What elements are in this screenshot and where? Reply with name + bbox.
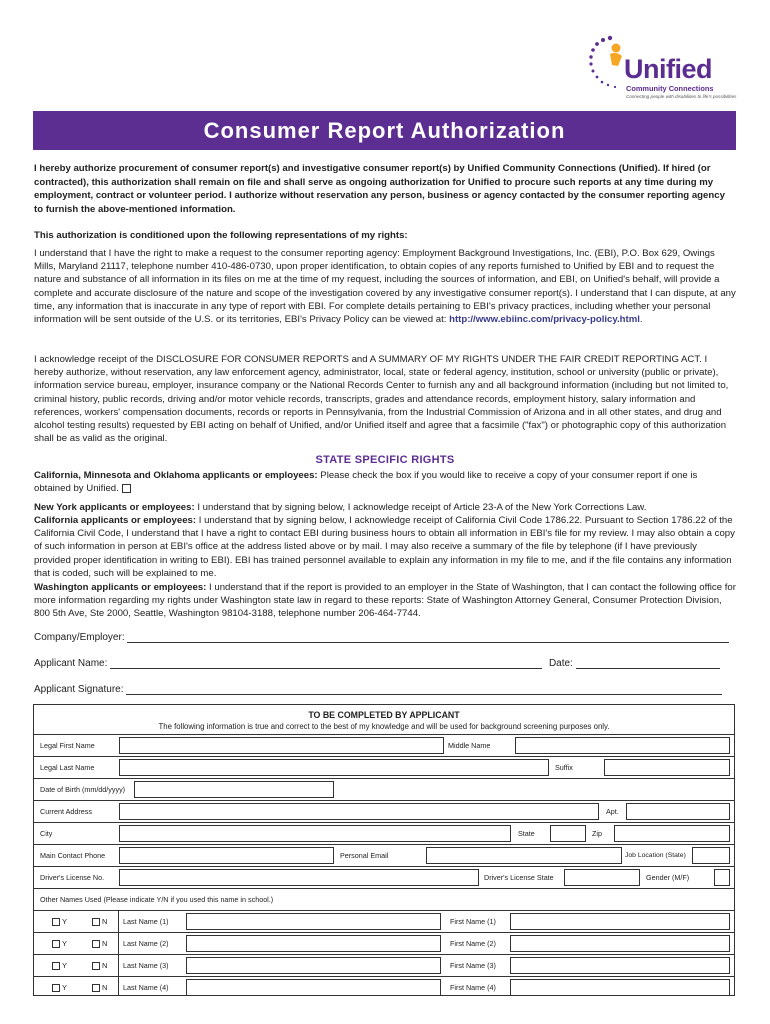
rights-paragraph bbox=[34, 247, 736, 326]
acknowledgement-paragraph: I acknowledge receipt of the DISCLOSURE FOR CONSUMER REPORTS and A SUMMARY OF MY RIGHTS UNDER THE FAIR CREDIT REPORTING ACT. I hereby authorize, without reservation, any law enforcement agency, administrator, local, state or federal agency, institution, school or university (public or private), information service bureau, employer, insurance company or the National Records Center to furnish any and all background information (including but not limited to, criminal history, public records, driving and/or motor vehicle records, transcripts, grades and attendance records, employment history, salary information and references, workers' compensation documents, records or reports in Pennsylvania, from the Industrial Commission of Arizona and in all other states, and drug and alcohol testing results) requested by EBI acting on behalf of Unified, and/or Unified itself and agree that a facsimile ("fax") or photographic copy of this authorization shall be as valid as the original. bbox=[34, 354, 729, 445]
last-name-row bbox=[34, 756, 734, 778]
divider bbox=[118, 977, 119, 996]
ca-paragraph bbox=[34, 514, 736, 580]
other-name-2-no-checkbox[interactable] bbox=[92, 940, 100, 948]
other-name-row bbox=[34, 976, 734, 996]
other-name-2-yes-checkbox[interactable] bbox=[52, 940, 60, 948]
privacy-policy-link[interactable]: http://www.ebiinc.com/privacy-policy.html bbox=[449, 314, 640, 326]
dob-row bbox=[34, 778, 734, 800]
ca-mn-ok-label: California, Minnesota and Oklahoma applicants or employees: bbox=[34, 470, 318, 481]
first-name-label: First Name (4) bbox=[450, 983, 496, 992]
date-label: Date: bbox=[548, 658, 573, 669]
no-label: N bbox=[102, 939, 108, 948]
rights-text: I understand that I have the right to make a request to the consumer reporting agency: Employment Background Investigations, Inc. (EBI), P.O. Box 629, Owings Mills, Maryland 21117, telephone number 410-486-0730, upon proper identification, to obtain copies of any reports furnished to Unified by EBI and to request the nature and substance of all information in its files on me at the time of my request, including the sources of information, and EBI, on Unified's behalf, will provide a complete and accurate disclosure of the nature and scope of the investigation covered by any investigative consumer report(s). I understand that I can dispute, at any time, any information that is inaccurate in any type of report with EBI. For complete details pertaining to EBI's privacy practices, including whether your personal information will be sent outside of the U.S. or its territories, EBI's Privacy Policy can be viewed at: bbox=[34, 248, 736, 326]
first-name-label: First Name (1) bbox=[450, 917, 496, 926]
city-label: City bbox=[40, 829, 53, 838]
first-name-label: First Name (3) bbox=[450, 961, 496, 970]
other-name-row bbox=[34, 954, 734, 976]
form-subtitle: The following information is true and correct to the best of my knowledge and will be used for background screening purposes only. bbox=[158, 722, 610, 731]
dob-input[interactable] bbox=[134, 781, 334, 798]
address-row bbox=[34, 800, 734, 822]
other-name-1-no-checkbox[interactable] bbox=[92, 918, 100, 926]
ny-text: I understand that by signing below, I acknowledge receipt of Article 23-A of the New York Corrections Law. bbox=[194, 502, 647, 513]
other-name-row bbox=[34, 910, 734, 932]
other-last-name-3-input[interactable] bbox=[186, 957, 441, 974]
other-last-name-4-input[interactable] bbox=[186, 979, 441, 996]
middle-name-label: Middle Name bbox=[448, 741, 491, 750]
other-name-1-yes-checkbox[interactable] bbox=[52, 918, 60, 926]
last-name-label: Last Name (2) bbox=[123, 939, 169, 948]
other-name-3-no-checkbox[interactable] bbox=[92, 962, 100, 970]
city-input[interactable] bbox=[119, 825, 511, 842]
apt-input[interactable] bbox=[626, 803, 730, 820]
form-title: TO BE COMPLETED BY APPLICANT bbox=[308, 710, 460, 720]
applicant-name-label: Applicant Name: bbox=[34, 658, 108, 669]
logo-wordmark: Unified bbox=[624, 54, 712, 84]
other-name-4-yes-checkbox[interactable] bbox=[52, 984, 60, 992]
other-names-heading-row bbox=[34, 888, 734, 910]
main-phone-input[interactable] bbox=[119, 847, 334, 864]
job-location-label: Job Location (State) bbox=[625, 852, 686, 859]
other-name-4-no-checkbox[interactable] bbox=[92, 984, 100, 992]
ca-mn-ok-text: Please check the box if you would like to receive a copy of your consumer report if one is obtained by Unified. bbox=[34, 470, 698, 495]
signature-input[interactable] bbox=[126, 684, 722, 695]
first-name-label: First Name (2) bbox=[450, 939, 496, 948]
city-row bbox=[34, 822, 734, 844]
name-row bbox=[34, 734, 734, 756]
company-row bbox=[34, 632, 734, 646]
state-specific-heading: STATE SPECIFIC RIGHTS bbox=[315, 454, 455, 466]
applicant-name-input[interactable] bbox=[110, 658, 542, 669]
date-input[interactable] bbox=[576, 658, 720, 669]
zip-label: Zip bbox=[592, 829, 602, 838]
unified-logo bbox=[588, 32, 748, 104]
other-name-row bbox=[34, 932, 734, 954]
legal-first-name-input[interactable] bbox=[119, 737, 444, 754]
other-name-3-yes-checkbox[interactable] bbox=[52, 962, 60, 970]
other-first-name-4-input[interactable] bbox=[510, 979, 730, 996]
applicant-name-row bbox=[34, 658, 734, 672]
state-label: State bbox=[518, 829, 535, 838]
other-first-name-2-input[interactable] bbox=[510, 935, 730, 952]
company-input[interactable] bbox=[127, 632, 729, 643]
signature-row bbox=[34, 684, 734, 698]
divider bbox=[118, 911, 119, 932]
no-label: N bbox=[102, 983, 108, 992]
wa-paragraph bbox=[34, 581, 736, 621]
legal-last-name-input[interactable] bbox=[119, 759, 549, 776]
other-last-name-2-input[interactable] bbox=[186, 935, 441, 952]
logo-tagline: Connecting people with disabilities to life's possibilities bbox=[626, 94, 737, 99]
last-name-label: Last Name (1) bbox=[123, 917, 169, 926]
other-names-label: Other Names Used (Please indicate Y/N if you used this name in school.) bbox=[40, 895, 274, 904]
main-phone-label: Main Contact Phone bbox=[40, 851, 106, 860]
ny-label: New York applicants or employees: bbox=[34, 502, 195, 513]
suffix-input[interactable] bbox=[604, 759, 730, 776]
suffix-label: Suffix bbox=[555, 763, 573, 772]
apt-label: Apt. bbox=[606, 807, 619, 816]
personal-email-input[interactable] bbox=[426, 847, 622, 864]
other-first-name-1-input[interactable] bbox=[510, 913, 730, 930]
ca-text: I understand that by signing below, I acknowledge receipt of California Civil Code 1786.22. Pursuant to Section 1786.22 of the California Civil Code, I understand that I have a right to contact EBI during business hours to obtain all information in EBI's file for my review. I may also obtain a copy of such information in person at EBI's office at the address listed above or by mail. I may also receive a summary of the file by telephone (if I have previously provided proper identification in writing to EBI). EBI has trained personnel available to explain any information in my file to me, and if the file contains any information that is coded, such will be explained to me. bbox=[34, 515, 735, 579]
current-address-label: Current Address bbox=[40, 807, 92, 816]
other-first-name-3-input[interactable] bbox=[510, 957, 730, 974]
job-location-input[interactable] bbox=[692, 847, 730, 864]
last-name-label: Last Name (3) bbox=[123, 961, 169, 970]
yes-label: Y bbox=[62, 961, 68, 970]
wa-label: Washington applicants or employees: bbox=[34, 582, 207, 593]
ca-mn-ok-paragraph bbox=[34, 469, 736, 495]
rights-period: . bbox=[639, 314, 643, 326]
divider bbox=[118, 933, 119, 954]
conditioned-heading: This authorization is conditioned upon the following representations of my rights: bbox=[34, 230, 408, 241]
state-input[interactable] bbox=[550, 825, 586, 842]
other-last-name-1-input[interactable] bbox=[186, 913, 441, 930]
yes-label: Y bbox=[62, 983, 68, 992]
wa-text: I understand that if the report is provided to an employer in the State of Washington, that I can contact the following office for more information regarding my rights under Washington state law in regard to these reports: State of Washington Attorney General, Consumer Protection Division, 800 5th Ave, Ste 2000, Seattle, Washington 98104-3188, telephone number 206-464-7744. bbox=[34, 582, 736, 620]
personal-email-label: Personal Email bbox=[340, 851, 389, 860]
signature-label: Applicant Signature: bbox=[34, 684, 124, 695]
last-name-label: Last Name (4) bbox=[123, 983, 169, 992]
gender-input[interactable] bbox=[714, 869, 730, 886]
legal-last-name-label: Legal Last Name bbox=[40, 763, 95, 772]
dob-label: Date of Birth (mm/dd/yyyy) bbox=[40, 785, 126, 794]
license-no-input[interactable] bbox=[119, 869, 479, 886]
divider bbox=[118, 955, 119, 976]
license-state-input[interactable] bbox=[564, 869, 640, 886]
current-address-input[interactable] bbox=[119, 803, 599, 820]
logo-subtitle: Community Connections bbox=[626, 84, 714, 93]
legal-first-name-label: Legal First Name bbox=[40, 741, 95, 750]
yes-label: Y bbox=[62, 917, 68, 926]
zip-input[interactable] bbox=[614, 825, 730, 842]
no-label: N bbox=[102, 961, 108, 970]
logo-figure-icon bbox=[588, 32, 628, 104]
license-state-label: Driver's License State bbox=[484, 873, 554, 882]
license-no-label: Driver's License No. bbox=[40, 873, 105, 882]
contact-row bbox=[34, 844, 734, 866]
yes-label: Y bbox=[62, 939, 68, 948]
company-label: Company/Employer: bbox=[34, 632, 125, 643]
applicant-form bbox=[33, 704, 735, 996]
gender-label: Gender (M/F) bbox=[646, 873, 690, 882]
license-row bbox=[34, 866, 734, 888]
ca-label: California applicants or employees: bbox=[34, 515, 197, 526]
ny-paragraph bbox=[34, 501, 736, 514]
middle-name-input[interactable] bbox=[515, 737, 730, 754]
intro-paragraph: I hereby authorize procurement of consumer report(s) and investigative consumer report(s) by Unified Community Connections (Unified). If hired (or contracted), this authorization shall remain on file and shall serve as ongoing authorization for Unified to procure such reports at any time during my employment, contract or volunteer period. I authorize without reservation any person, business or agency contacted by the consumer reporting agency to furnish the above-mentioned information. bbox=[34, 163, 725, 215]
no-label: N bbox=[102, 917, 108, 926]
page-title: Consumer Report Authorization bbox=[33, 111, 736, 150]
report-copy-checkbox[interactable] bbox=[122, 484, 131, 493]
